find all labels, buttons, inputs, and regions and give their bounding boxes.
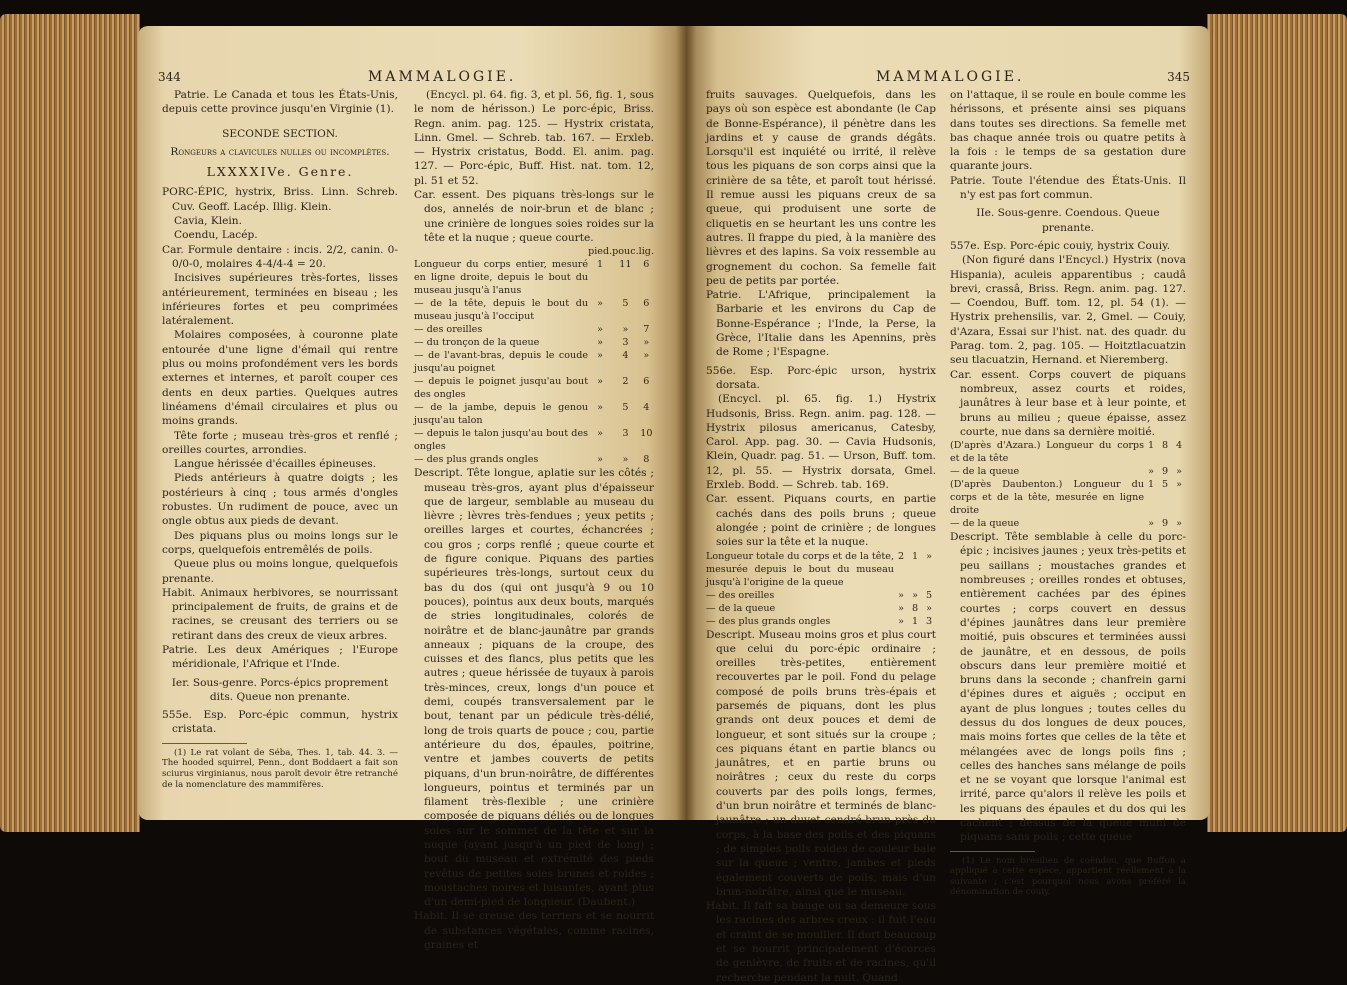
- dimension-row: — de l'avant-bras, depuis le coude jusqu'au poignet » 4 »: [414, 350, 650, 375]
- book-gutter: [676, 26, 696, 820]
- left-page-number: 344: [158, 70, 181, 84]
- unit-ligne: lig.: [638, 246, 654, 258]
- dimension-row: (D'après Daubenton.) Longueur du corps et de la tête, mesurée en ligne droite 1 5 »: [950, 479, 1182, 517]
- left-footnote: (1) Le rat volant de Séba, Thes. 1, tab. 44. 3. — The hooded squirrel, Penn., dont Boddaert a fait son sciurus virginianus, nous paroît devoir être retranché de la nomenclature des mammifères.: [162, 747, 398, 790]
- species-557-title: 557e. Esp. Porc-épic couiy, hystrix Couiy.: [950, 239, 1171, 252]
- genus-habitat: Habit. Animaux herbivores, se nourrissant principalement de fruits, de grains et de racines, se creusant des terriers ou se retirant dans des creux de vieux arbres.: [162, 586, 398, 642]
- footnote-rule: [162, 743, 247, 744]
- species-556-description: Descript. Museau moins gros et plus court que celui du porc-épic ordinaire ; oreilles très-petites, entièrement recouvertes par le poil. Fond du pelage composé de poils bruns très-épais et parsemés de piquans, dont les plus grands ont deux pouces et demi de longueur, et sont situés sur la croupe ; ces piquans étant en partie blancs ou jaunâtres, et en partie bruns ou noirâtres ; ceux du reste du corps couverts par des poils longs, fermes, d'un brun noirâtre et terminés de blanc-jaunâtre ; un duvet cendré-brun près du corps, à la base des poils et des piquans ; de simples poils roides de couleur baie sur la queue ; ventre, jambes et pieds également couverts de poils, mais d'un brun-noirâtre, ainsi que le museau.: [706, 628, 936, 898]
- dimension-row: — des plus grands ongles » 1 3: [706, 615, 933, 627]
- species-555-title: 555e. Esp. Porc-épic commun, hystrix cristata.: [162, 709, 398, 736]
- species-555-habitat-continued: fruits sauvages. Quelquefois, dans les pays où son espèce est abondante (le Cap de Bonne-Espérance), il pénètre dans les jardins et y cause de grands dégâts. Lorsqu'il est inquiété ou irrité, il relève tous les piquans de son corps ainsi que la crinière de sa tête, et paroît tout hérissé. Il remue aussi les piquans creux de sa queue, qui produisent une sorte de cliquetis en se heurtant les uns contre les autres. Il frappe du pied, à la manière des lièvres et des lapins. Sa voix ressemble au grognement du cochon. Sa femelle fait peu de petits par portée.: [706, 89, 936, 287]
- species-556-title: 556e. Esp. Porc-épic urson, hystrix dorsata.: [706, 364, 936, 391]
- species-556-habitat-continued: on l'attaque, il se roule en boule comme les hérissons, et présente ainsi ses piquans dans toutes ses directions. Sa femelle met bas chaque année trois ou quatre petits à la fois : le temps de sa gestation dure quarante jours.: [950, 89, 1186, 173]
- unit-pouce: pouc.: [612, 246, 639, 258]
- char-langue: Langue hérissée d'écailles épineuses.: [174, 458, 377, 471]
- species-555-habitat: Habit. Il se creuse des terriers et se nourrit de substances végétales, comme racines, graines et: [414, 910, 654, 952]
- genus-synonym: Cavia, Klein.: [174, 215, 242, 228]
- right-title: MAMMALOGIE.: [876, 69, 1025, 85]
- species-555-car-essent: Car. essent. Des piquans très-longs sur le dos, annelés de noir-brun et de blanc ; une crinière de longues soies roides sur la tête et la nuque ; queue courte.: [414, 189, 654, 244]
- dimension-row: — depuis le poignet jusqu'au bout des ongles » 2 6: [414, 376, 650, 401]
- section-title: SECONDE SECTION.: [222, 127, 338, 140]
- char-queue: Queue plus ou moins longue, quelquefois prenante.: [162, 558, 398, 585]
- right-footnote: (1) Le nom brésilien de coëndou, que Buffon a appliqué à cette espèce, appartient réellement à la suivante ; c'est pourquoi nous avons préféré la dénomination de couiy.: [950, 855, 1186, 898]
- species-555-synonymy: (Encycl. pl. 64. fig. 3, et pl. 56, fig. 1, sous le nom de hérisson.) Le porc-épic, Briss. Regn. anim. pag. 125. — Hystrix cristata, Linn. Gmel. — Schreb. tab. 167. — Erxleb. — Hystrix cristatus, Bodd. El. anim. pag. 127. — Porc-épic, Buff. Hist. nat. tom. 12, pl. 51 et 52.: [414, 89, 654, 187]
- right-column-2: [950, 88, 1186, 898]
- species-557-car-essent: Car. essent. Corps couvert de piquans nombreux, assez courts et roides, jaunâtres à leur base et à leur pointe, et bruns au milieu ; queue épaisse, assez courte, nue dans sa dernière moitié.: [950, 368, 1186, 438]
- species-555-dimensions: [414, 245, 654, 466]
- right-page: [686, 26, 1210, 984]
- page-edges-left: [0, 14, 140, 832]
- char-incisives: Incisives supérieures très-fortes, lisses antérieurement, terminées en biseau ; les inférieures fortes et peu comprimées latéralement.: [162, 272, 398, 328]
- left-intro: Patrie. Le Canada et tous les États-Unis, depuis cette province jusqu'en Virginie (1).: [162, 89, 398, 116]
- dimensions-header: [414, 245, 654, 258]
- dimension-row: — des oreilles » » 7: [414, 324, 650, 336]
- right-column-1: [706, 88, 936, 985]
- dimension-row: — de la tête, depuis le bout du museau jusqu'à l'occiput » 5 6: [414, 298, 650, 323]
- dental-formula: Car. Formule dentaire : incis. 2/2, canin. 0-0/0-0, molaires 4-4/4-4 = 20.: [162, 243, 398, 270]
- char-molaires: Molaires composées, à couronne plate entourée d'une ligne d'émail qui rentre plus ou moins profondément vers les bords externes et internes, et paroît couper ces dents en deux parties. Quelques autres linéamens d'émail circulaires et plus ou moins grands.: [162, 329, 398, 428]
- species-557-synonymy: (Non figuré dans l'Encycl.) Hystrix (nova Hispania), aculeis apparentibus ; caudâ brevi, crassâ, Briss. Regn. anim. pag. 127. — Coendou, Buff. tom. 12, pl. 54 (1). — Hystrix prehensilis, var. 2, Gmel. — Couiy, d'Azara, Essai sur l'hist. nat. des quadr. du Parag. tom. 2, pag. 105. — Hoitztlacuatzin seu tlacuatzin, Hernand. et Nieremberg.: [950, 254, 1186, 367]
- char-piquans: Des piquans plus ou moins longs sur le corps, quelquefois entremêlés de poils.: [162, 529, 398, 556]
- species-556-patrie: Patrie. Toute l'étendue des États-Unis. Il n'y est pas fort commun.: [950, 174, 1186, 202]
- dimension-row: — de la queue » 9 »: [950, 518, 1182, 530]
- page-edges-right: [1207, 14, 1347, 832]
- dimension-row: — de la jambe, depuis le genou jusqu'au talon » 5 4: [414, 402, 650, 427]
- species-557-dimensions: [950, 439, 1186, 530]
- dimension-row: Longueur du corps entier, mesuré en ligne droite, depuis le bout du museau jusqu'à l'anus 1 11 6: [414, 259, 650, 297]
- genre-title: LXXXXIVe. Genre.: [206, 164, 354, 180]
- left-page: [138, 26, 686, 952]
- dimension-row: — de la queue » 9 »: [950, 466, 1182, 478]
- species-556-dimensions: [706, 550, 936, 628]
- char-tete: Tête forte ; museau très-gros et renflé ; oreilles courtes, arrondies.: [162, 429, 398, 456]
- genus-porc-epic: PORC-ÉPIC, hystrix, Briss. Linn. Schreb. Cuv. Geoff. Lacép. Illig. Klein.: [162, 186, 398, 213]
- dimension-row: — de la queue » 8 »: [706, 602, 932, 614]
- section-subtitle: Rongeurs a clavicules nulles ou incomplètes.: [170, 145, 390, 158]
- subgenus-2-title: IIe. Sous-genre. Coendous. Queue prenante.: [976, 207, 1160, 234]
- dimension-row: Longueur totale du corps et de la tête, mesurée depuis le bout du museau jusqu'à l'origine de la queue 2 1 »: [706, 550, 932, 588]
- dimension-row: — des oreilles » » 5: [706, 589, 933, 601]
- dimension-row: (D'après d'Azara.) Longueur du corps et de la tête 1 8 4: [950, 440, 1183, 465]
- right-page-number: 345: [1167, 70, 1190, 84]
- unit-pied: pied.: [588, 246, 613, 258]
- species-555-patrie: Patrie. L'Afrique, principalement la Barbarie et les environs du Cap de Bonne-Espérance ; l'Inde, la Perse, la Grèce, l'Italie dans les Apennins, près de Rome ; l'Espagne.: [706, 289, 936, 359]
- left-running-head: [158, 70, 658, 84]
- left-column-2: [414, 88, 654, 952]
- left-column-1: [162, 88, 398, 790]
- footnote-rule: [950, 851, 1035, 852]
- genus-synonym: Coendu, Lacép.: [174, 229, 258, 242]
- dimension-row: — depuis le talon jusqu'au bout des ongles » 3 10: [414, 428, 653, 453]
- species-555-description: Descript. Tête longue, aplatie sur les côtés ; museau très-gros, ayant plus d'épaisseur que de largeur, semblable au museau du lièvre ; lèvres très-fendues ; yeux petits ; oreilles larges et courtes, échancrées ; cou gros ; corps renflé ; queue courte et de figure conique. Piquans des parties supérieures très-longs, surtout ceux du bas du dos (qui ont jusqu'à 9 ou 10 pouces), pointus aux deux bouts, marqués de stries longitudinales, colorés de noirâtre et de blanc-jaunâtre par grands anneaux ; piquans de la croupe, des cuisses et des flancs, plus petits que les autres ; queue hérissée de tuyaux à parois très-minces, creux, longs d'un pouce et demi, coupés transversalement par le bout, tenant par un pédicule très-délié, long de trois quarts de pouce ; cou, partie antérieure du dos, épaules, poitrine, ventre et jambes couverts de petits piquans, d'un brun-noirâtre, de différentes longueurs, pointus et terminés par un filament très-flexible ; une crinière composée de piquans déliés ou de longues soies sur le sommet de la tête et sur la nuque (ayant jusqu'à un pied de long) ; bout du museau et extrémité des pieds revêtus de petites soies brunes et roides ; moustaches noires et luisantes, ayant plus d'un demi-pied de longueur. (Daubent.): [414, 467, 654, 909]
- char-pieds: Pieds antérieurs à quatre doigts ; les postérieurs à cinq ; tous armés d'ongles robustes. Un rudiment de pouce, avec un ongle obtus aux pieds de devant.: [162, 472, 398, 528]
- dimension-row: — du tronçon de la queue » 3 »: [414, 337, 650, 349]
- genus-patrie: Patrie. Les deux Amériques ; l'Europe méridionale, l'Afrique et l'Inde.: [162, 643, 398, 671]
- species-556-habitat: Habit. Il fait sa bauge ou sa demeure sous les racines des arbres creux : il fuit l'eau et craint de se mouiller. Il dort beaucoup et se nourrit principalement d'écorces de genièvre, de fruits et de racines, qu'il recherche pendant la nuit. Quand: [706, 900, 936, 984]
- subgenus-title: Ier. Sous-genre. Porcs-épics proprement dits. Queue non prenante.: [171, 676, 389, 703]
- left-title: MAMMALOGIE.: [368, 69, 517, 85]
- dimension-row: — des plus grands ongles » » 8: [414, 454, 650, 466]
- species-556-car-essent: Car. essent. Piquans courts, en partie cachés dans des poils bruns ; queue alongée ; point de crinière ; de longues soies sur la tête et la nuque.: [706, 493, 936, 549]
- species-556-synonymy: (Encycl. pl. 65. fig. 1.) Hystrix Hudsonis, Briss. Regn. anim. pag. 128. — Hystrix pilosus americanus, Catesby, Carol. App. pag. 30. — Cavia Hudsonis, Klein, Quadr. pag. 51. — Urson, Buff. tom. 12, pl. 55. — Hystrix dorsata, Gmel. Erxleb. Bodd. — Schreb. tab. 169.: [706, 393, 936, 492]
- species-557-description: Descript. Tête semblable à celle du porc-épic ; incisives jaunes ; yeux très-petits et peu saillans ; moustaches grandes et nombreuses ; oreilles rondes et obtuses, entièrement cachées par des épines courtes ; corps couvert en dessus d'épines jaunâtres dans leur première moitié, puis obscures et terminées aussi de jaunâtre, et en dessous, de poils obscurs dans leur première moitié et bruns dans la seconde ; chanfrein garni d'épines dures et aiguës ; occiput en ayant de plus longues ; toutes celles du dessus du dos longues de deux pouces, mais moins fortes que celles de la tête et mélangées avec de longs poils fins ; celles des hanches sans mélange de poils et ne se voyant que lorsque l'animal est irrité, parce qu'alors il relève les poils et les piquans des épaules et du dos qui les cachent ; dessus de la queue muni de piquans sans poils ; cette queue: [950, 531, 1186, 844]
